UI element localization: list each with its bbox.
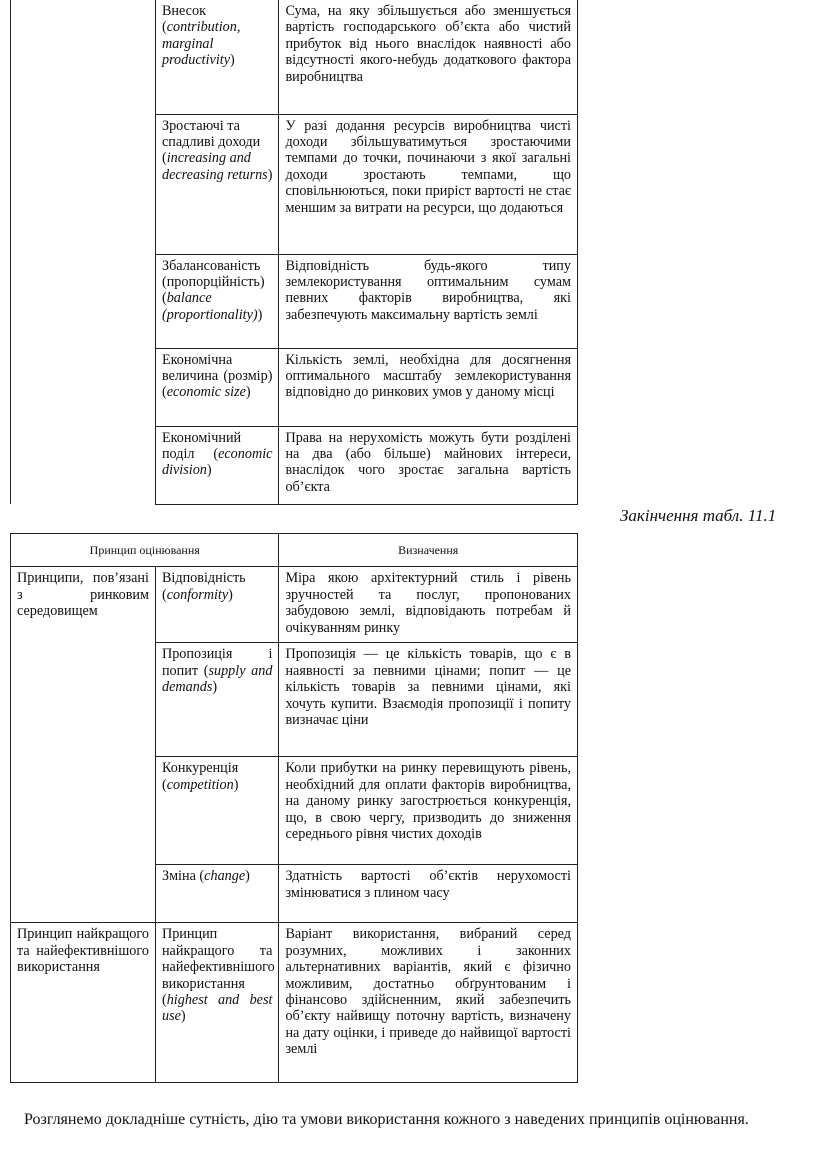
- table-row: [11, 567, 578, 643]
- definition-cell: У разі додання ресурсів виробництва чисті доходи збільшуватимуться зростаючими темпами до точки, починаючи з якої загальні доходи зростають темпами, що сповільнюються, поки приріст вартості не стає меншим за витрати на ресурси, що додаються: [279, 114, 578, 254]
- body-paragraph: [6, 1110, 814, 1129]
- definition-cell: Здатність вартості об’єктів нерухомості змінюватися з плином часу: [279, 865, 578, 923]
- term-cell: Економічна величина (розмір) (economic size): [155, 348, 278, 426]
- term-cell: Економічний поділ (economic division): [155, 426, 278, 504]
- table-row: [11, 923, 578, 1083]
- definition-cell: Кількість землі, необхідна для досягнення оптимального масштабу землекористування відповідно до ринкових умов у даному місці: [279, 348, 578, 426]
- definition-cell: Коли прибутки на ринку перевищують рівень, необхідний для оплати факторів виробництва, на даному ринку загострюється конкуренція, що, в свою чергу, призводить до зниження середнього рівня чистих доходів: [279, 757, 578, 865]
- group-cell-hbu: Принцип найкращого та найефективнішого використання: [11, 923, 156, 1083]
- group-cell-market: Принципи, пов’язані з ринковим середовищем: [11, 567, 156, 923]
- definition-cell: Пропозиція — це кількість товарів, що є в наявності за певними цінами; попит — це кількість товарів за певними цінами, які хочуть купити. Взаємодія пропозиції і попиту визначає ціни: [279, 643, 578, 757]
- term-cell: Внесок (contribution, marginal productivity): [155, 0, 278, 114]
- term-cell: Конкуренція (competition): [155, 757, 278, 865]
- term-cell: Принцип найкращого та найефективнішого використання (highest and best use): [155, 923, 278, 1083]
- table-caption: Закінчення табл. 11.1: [620, 506, 777, 525]
- definition-cell: Права на нерухомість можуть бути розділені на два (або більше) майнових інтереси, внаслідок чого зростає загальна вартість об’єкта: [279, 426, 578, 504]
- paragraph-text: Розглянемо докладніше сутність, дію та умови використання кожного з наведених принципів оцінювання.: [24, 1111, 749, 1128]
- column-header-principle: Принцип оцінювання: [11, 534, 279, 567]
- group-cell-empty: [11, 0, 156, 504]
- term-cell: Пропозиція і попит (supply and demands): [155, 643, 278, 757]
- table-continuation-top: [10, 0, 578, 505]
- column-header-definition: Визначення: [279, 534, 578, 567]
- definition-cell: Відповідність будь-якого типу землекористування оптимальним сумам певних факторів виробництва, які забезпечують максимальну вартість землі: [279, 254, 578, 348]
- table-header-row: [11, 534, 578, 567]
- definition-cell: Варіант використання, вибраний серед розумних, можливих і законних альтернативних варіантів, який є фізично можливим, достатньо обґрунтованим і фінансово здійсненним, який забезпечить об’єкту найвищу поточну вартість, визначену на дату оцінки, і приведе до найвищої вартості землі: [279, 923, 578, 1083]
- term-cell: Зростаючі та спадливі доходи (increasing and decreasing returns): [155, 114, 278, 254]
- term-cell: Відповідність (conformity): [155, 567, 278, 643]
- term-cell: Зміна (change): [155, 865, 278, 923]
- table-continuation-bottom: [10, 533, 578, 1083]
- term-cell: Збалансованість (пропорційність) (balance (proportionality)): [155, 254, 278, 348]
- definition-cell: Сума, на яку збільшується або зменшується вартість господарського об’єкта або чистий прибуток від нього внаслідок наявності або відсутності якого-небудь додаткового фактора виробництва: [279, 0, 578, 114]
- table-row: [11, 0, 578, 114]
- definition-cell: Міра якою архітектурний стиль і рівень зручностей та послуг, пропонованих забудовою землі, відповідають потребам й очікуванням ринку: [279, 567, 578, 643]
